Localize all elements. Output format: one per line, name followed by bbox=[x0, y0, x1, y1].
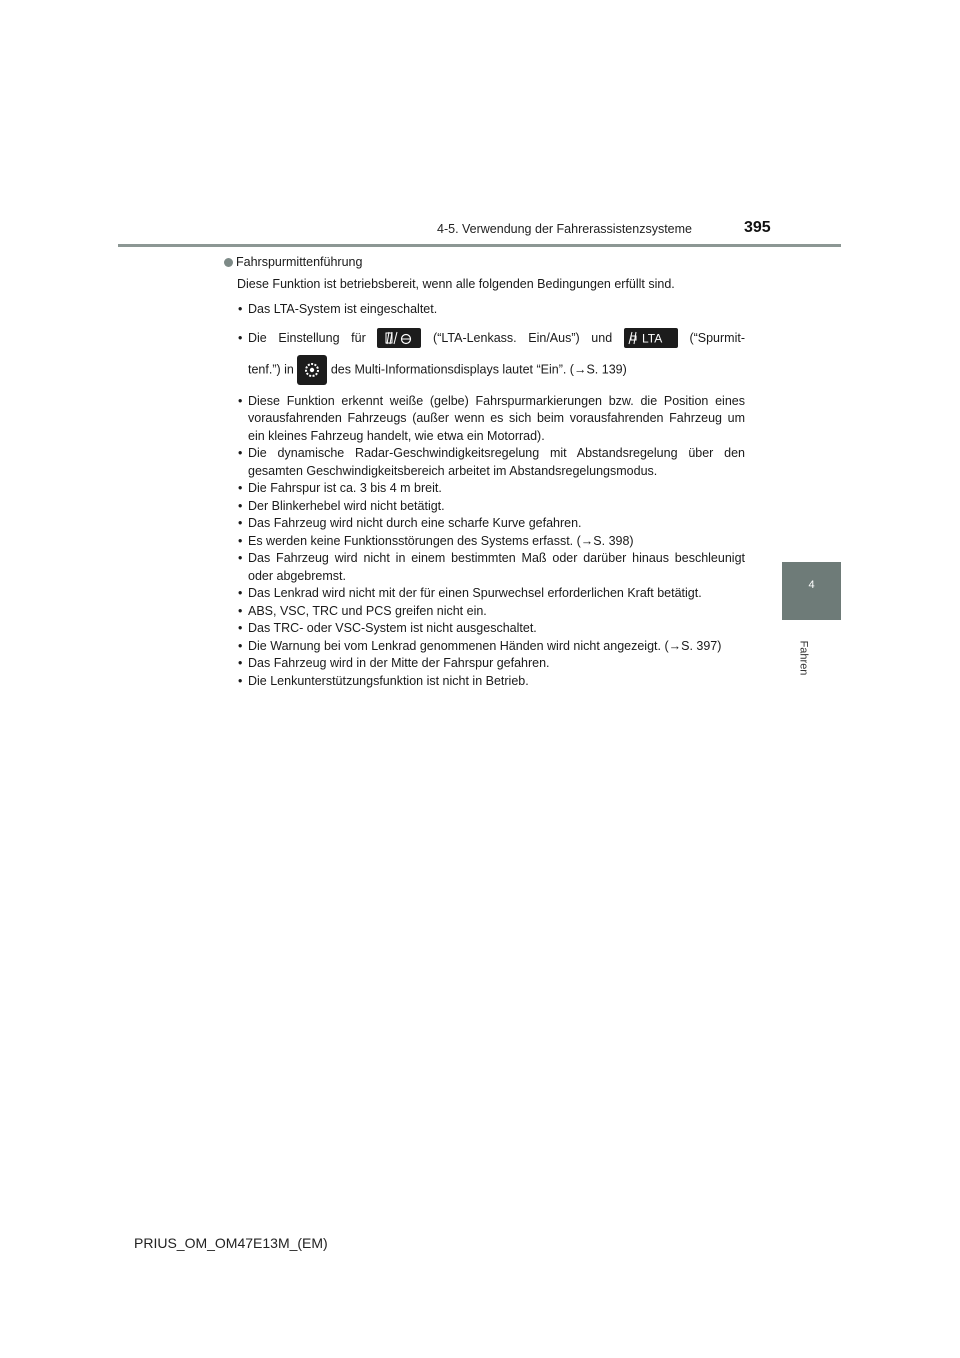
list-item: • Es werden keine Funktionsstörungen des Systems erfasst. (→S. 398) bbox=[238, 533, 634, 548]
list-item: • Die Lenkunterstützungsfunktion ist nicht in Betrieb. bbox=[238, 673, 529, 688]
lta-steering-assist-icon bbox=[377, 328, 421, 348]
settings-gear-icon bbox=[297, 355, 327, 385]
header-section-title: 4-5. Verwendung der Fahrerassistenzsysteme bbox=[437, 222, 692, 236]
svg-text:LTA: LTA bbox=[641, 331, 663, 346]
chapter-label: Fahren bbox=[797, 640, 810, 676]
list-item: • ABS, VSC, TRC und PCS greifen nicht ein. bbox=[238, 603, 487, 618]
section-heading bbox=[222, 254, 745, 272]
footer-doc-id: PRIUS_OM_OM47E13M_(EM) bbox=[134, 1235, 328, 1251]
header-rule bbox=[118, 244, 841, 247]
list-item: • Die Fahrspur ist ca. 3 bis 4 m breit. bbox=[238, 481, 442, 495]
main-content bbox=[222, 254, 745, 690]
list-item: • Der Blinkerhebel wird nicht betätigt. bbox=[238, 498, 445, 513]
chapter-number: 4 bbox=[808, 579, 815, 591]
condition-list bbox=[222, 301, 745, 690]
list-item: • Das TRC- oder VSC-System ist nicht ausgeschaltet. bbox=[238, 621, 537, 635]
list-item: • Diese Funktion erkennt weiße (gelbe) Fahrspurmarkierungen bzw. die Position eines vorausfahrenden Fahrzeugs (außer wenn es sich beim vorausfahrenden Fahrzeug um ein kleines Fahrzeug handelt, wie etwa ein Motorrad). bbox=[238, 393, 745, 443]
heading-text: Fahrspurmittenführung bbox=[236, 255, 363, 269]
list-item: • Das Fahrzeug wird nicht in einem bestimmten Maß oder darüber hinaus beschleunigt oder abgebremst. bbox=[238, 551, 745, 583]
lta-lane-centering-icon bbox=[624, 328, 678, 348]
bullet-dot-icon bbox=[224, 258, 233, 267]
list-item: • Das Fahrzeug wird nicht durch eine scharfe Kurve gefahren. bbox=[238, 516, 582, 530]
intro-text: Diese Funktion ist betriebsbereit, wenn alle folgenden Bedingungen erfüllt sind. bbox=[237, 276, 675, 291]
list-item: • Das LTA-System ist eingeschaltet. bbox=[238, 302, 438, 316]
page-number: 395 bbox=[744, 219, 771, 236]
list-item-setting: • Die Einstellung für (“LTA-Lenkass. Ein/Aus”) und LTA (“Spurmit- tenf.”) in des Multi-Informationsdisplays lautet “Ein”. (→S. 139) bbox=[222, 327, 745, 385]
list-item: • Die Warnung bei vom Lenkrad genommenen Händen wird nicht angezeigt. (→S. 397) bbox=[238, 638, 722, 653]
list-item: • Das Fahrzeug wird in der Mitte der Fahrspur gefahren. bbox=[238, 656, 550, 670]
list-item: • Die dynamische Radar-Geschwindigkeitsregelung mit Abstandsregelung über den gesamten Geschwindigkeitsbereich arbeitet im Abstandsregelungsmodus. bbox=[238, 446, 745, 478]
chapter-label-box bbox=[798, 632, 828, 692]
list-item: • Das Lenkrad wird nicht mit der für einen Spurwechsel erforderlichen Kraft betätigt. bbox=[238, 586, 702, 600]
chapter-tab[interactable] bbox=[782, 562, 841, 620]
